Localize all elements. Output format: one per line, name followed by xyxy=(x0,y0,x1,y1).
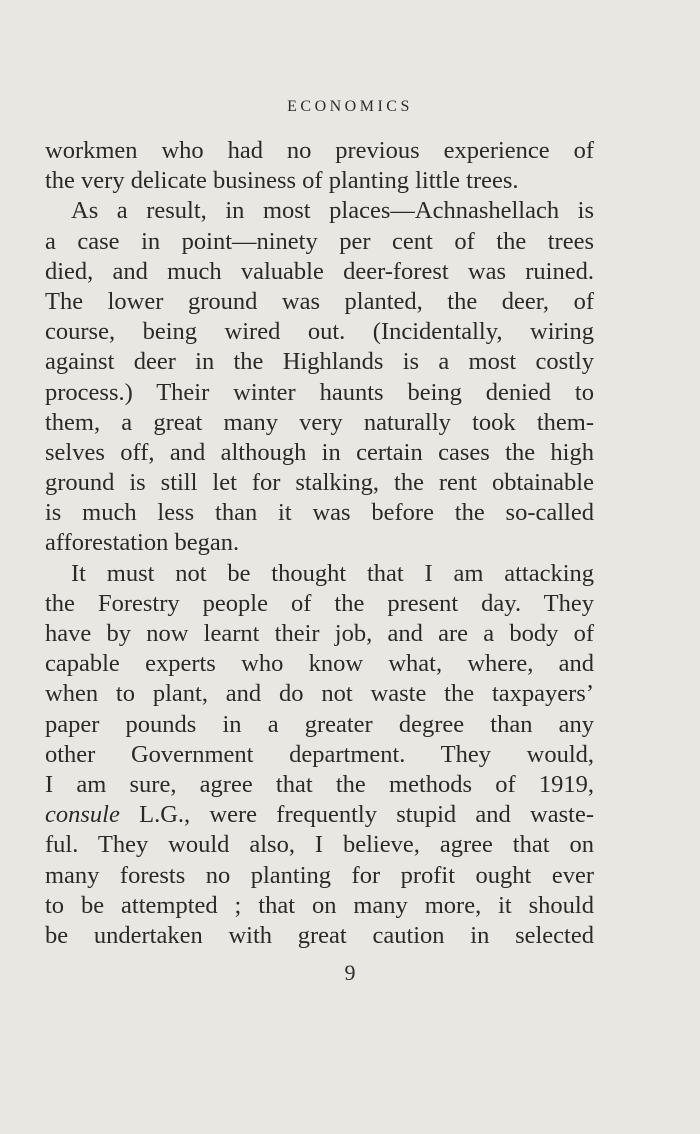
text-line: ground is still let for stalking, the rent obtainable xyxy=(45,469,594,497)
text-line: The lower ground was planted, the deer, of xyxy=(45,287,594,315)
text-line: other Government department. They would, xyxy=(45,740,594,768)
text-line: them, a great many very naturally took them- xyxy=(45,408,594,436)
text-line: afforestation began. xyxy=(45,529,240,557)
text-line: when to plant, and do not waste the taxpayers’ xyxy=(45,680,594,708)
text-line: against deer in the Highlands is a most costly xyxy=(45,348,594,376)
italic-word: consule xyxy=(45,801,120,829)
text-line-with-italic xyxy=(45,800,594,830)
text-line: workmen who had no previous experience of xyxy=(45,137,594,164)
text-line: a case in point—ninety per cent of the trees xyxy=(45,227,594,255)
text-line: selves off, and although in certain cases the high xyxy=(45,438,594,466)
text-line: the very delicate business of planting little trees. xyxy=(45,167,519,195)
text-line: process.) Their winter haunts being denied to xyxy=(45,378,594,406)
running-head: ECONOMICS xyxy=(287,98,413,115)
text-line: to be attempted ; that on many more, it should xyxy=(45,891,594,919)
text-line: course, being wired out. (Incidentally, wiring xyxy=(45,318,594,346)
text-line: have by now learnt their job, and are a body of xyxy=(45,620,594,647)
text-line: be undertaken with great caution in selected xyxy=(45,921,594,949)
text-line: capable experts who know what, where, and xyxy=(45,650,594,678)
page-number: 9 xyxy=(344,960,356,985)
text-line: As a result, in most places—Achnashellach is xyxy=(71,197,594,225)
text-line: paper pounds in a greater degree than any xyxy=(45,710,594,738)
text-line: died, and much valuable deer-forest was ruined. xyxy=(45,257,594,285)
text-line: I am sure, agree that the methods of 1919, xyxy=(45,770,594,798)
text-line: It must not be thought that I am attacking xyxy=(71,559,594,587)
text-line: many forests no planting for profit ought ever xyxy=(45,861,594,889)
text-line: is much less than it was before the so-called xyxy=(45,499,594,527)
text-line: the Forestry people of the present day. They xyxy=(45,589,594,617)
text-line-rest: L.G., were frequently stupid and waste- xyxy=(119,801,594,829)
text-line: ful. They would also, I believe, agree that on xyxy=(45,831,594,859)
body-text xyxy=(45,136,594,951)
